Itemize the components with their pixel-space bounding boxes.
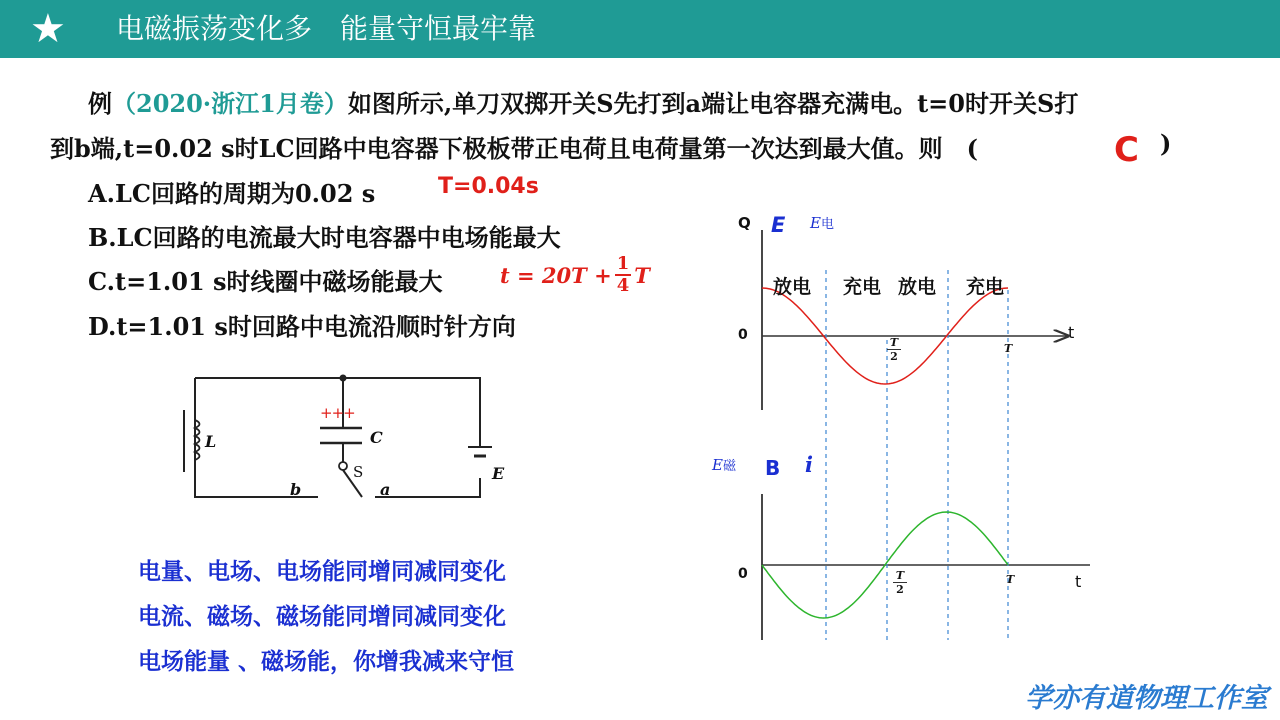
phase-discharge-2: 放电 <box>898 276 937 298</box>
top-label-e-main: E <box>810 214 821 232</box>
note-period: T=0.04s <box>438 174 539 199</box>
charge-marks: +++ <box>320 404 355 422</box>
bottom-tick-half-den: 2 <box>896 583 904 596</box>
formula-frac-num: 1 <box>616 253 630 274</box>
answer-letter: C <box>1114 130 1139 170</box>
question-source: （2020·浙江1月卷） <box>112 89 348 118</box>
label-c: C <box>370 428 383 447</box>
top-label-q: Q <box>738 214 751 232</box>
bottom-t-label: t <box>1075 572 1082 591</box>
top-tick-t: T <box>1004 342 1013 355</box>
summary-line-3: 电场能量 、磁场能，你增我减来守恒 <box>138 649 515 675</box>
formula-frac-den: 4 <box>616 275 630 296</box>
formula-right: T <box>634 262 650 288</box>
bottom-label-i: i <box>805 452 813 477</box>
option-d: D.t=1.01 s时回路中电流沿顺时针方向 <box>88 312 516 341</box>
phase-discharge-1: 放电 <box>773 276 812 298</box>
top-tick-half <box>887 336 901 363</box>
top-label-e-field <box>810 213 834 232</box>
top-t-label: t <box>1068 323 1075 342</box>
bottom-label-e-sub: 磁 <box>722 459 736 474</box>
phase-charge-1: 充电 <box>843 276 882 298</box>
label-e: E <box>492 464 505 483</box>
label-b: b <box>290 480 302 499</box>
star-icon: ★ <box>30 6 66 52</box>
summary-line-1: 电量、电场、电场能同增同减同变化 <box>138 559 506 585</box>
answer-paren-close: ) <box>1160 129 1172 158</box>
label-s: S <box>353 463 364 481</box>
option-c: C.t=1.01 s时线圈中磁场能最大 <box>88 267 443 296</box>
summary-line-2: 电流、磁场、磁场能同增同减同变化 <box>138 604 506 630</box>
formula-left: t = 20T + <box>500 262 612 288</box>
top-tick-half-den: 2 <box>890 350 898 363</box>
phase-charge-2: 充电 <box>966 276 1005 298</box>
bottom-tick-half-num: T <box>893 569 907 583</box>
studio-watermark: 学亦有道物理工作室 <box>1025 683 1268 714</box>
option-a: A.LC回路的周期为0.02 s <box>88 179 376 208</box>
bottom-zero: 0 <box>738 566 748 582</box>
top-label-e: E <box>771 213 786 237</box>
bottom-label-e-field <box>712 455 736 474</box>
slide-title: 电磁振荡变化多 能量守恒最牢靠 <box>116 12 537 45</box>
top-label-e-sub: 电 <box>820 217 834 232</box>
option-b: B.LC回路的电流最大时电容器中电场能最大 <box>88 223 561 252</box>
bottom-tick-t: T <box>1006 573 1015 586</box>
bottom-tick-half <box>893 569 907 596</box>
question-text-2: 到b端,t=0.02 s时LC回路中电容器下极板带正电荷且电荷量第一次达到最大值。则 ( <box>50 134 978 163</box>
bottom-label-b: B <box>765 456 781 480</box>
question-prefix: 例 <box>88 89 112 118</box>
bottom-label-e-main: E <box>712 456 723 474</box>
question-text-1: 如图所示,单刀双掷开关S先打到a端让电容器充满电。t=0时开关S打 <box>347 89 1079 118</box>
top-tick-half-num: T <box>887 336 901 350</box>
label-l: L <box>205 432 217 451</box>
label-a: a <box>380 480 391 499</box>
top-zero: 0 <box>738 327 748 343</box>
